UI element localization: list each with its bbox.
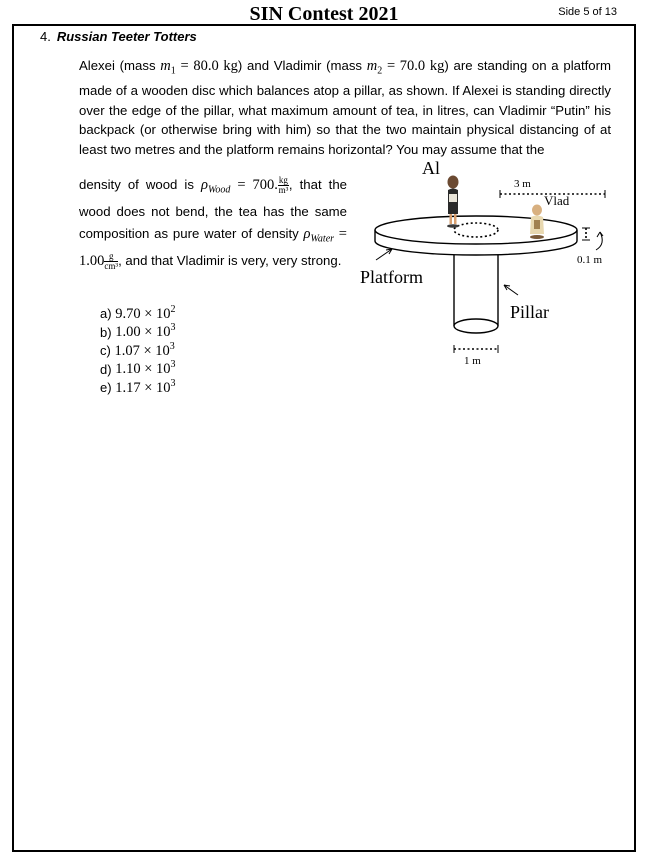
question-text-top bbox=[79, 56, 611, 160]
option-mantissa: 1.10 × 10 bbox=[115, 361, 171, 378]
mass-symbol: m bbox=[366, 58, 378, 74]
mass-subscript: 1 bbox=[170, 65, 176, 77]
pillar-width-label: 1 m bbox=[464, 355, 481, 367]
option-label: a) bbox=[100, 305, 112, 321]
text-run: ) and Vladimir (mass bbox=[237, 58, 367, 73]
al-label: Al bbox=[422, 158, 440, 178]
rho-symbol: ρ bbox=[303, 225, 311, 242]
question-heading bbox=[40, 29, 197, 44]
answer-options bbox=[100, 301, 176, 394]
option-mantissa: 1.17 × 10 bbox=[115, 379, 171, 396]
wood-density-unit bbox=[278, 176, 289, 195]
mass-symbol: m bbox=[160, 58, 171, 74]
pillar-label: Pillar bbox=[510, 302, 549, 322]
text-run: ) are standing on a platform made of a wooden disc which balances atop a pillar, as shown. If Alexei is standing directly over the edge of the pillar, what maximum amount of tea, in litres, can Vladimir “Putin” his backpack (or otherwise bring with him) so that the two maintain physical distancing of at least two metres and the platform remains horizontal? You may assume that the bbox=[79, 58, 611, 158]
option-label: b) bbox=[100, 324, 112, 340]
water-density-value: = 1.00 bbox=[79, 225, 347, 269]
text-run: density of wood is bbox=[79, 177, 201, 192]
unit-numerator: kg bbox=[278, 175, 288, 186]
distance-label: 3 m bbox=[514, 178, 531, 190]
option-label: c) bbox=[100, 342, 111, 358]
option-d[interactable] bbox=[100, 357, 176, 376]
option-mantissa: 1.07 × 10 bbox=[114, 342, 170, 359]
unit-numerator: g bbox=[104, 252, 118, 262]
vlad-label: Vlad bbox=[544, 193, 570, 208]
page-indicator: Side 5 of 13 bbox=[558, 6, 617, 18]
option-c[interactable] bbox=[100, 338, 176, 357]
mass-value: = 80.0 kg bbox=[175, 58, 238, 74]
option-mantissa: 9.70 × 10 bbox=[115, 305, 171, 322]
option-b[interactable] bbox=[100, 320, 176, 339]
water-subscript: Water bbox=[310, 233, 335, 245]
option-a[interactable] bbox=[100, 301, 176, 320]
option-exponent: 3 bbox=[170, 359, 176, 371]
option-label: e) bbox=[100, 379, 112, 395]
question-number: 4. bbox=[40, 29, 51, 44]
mass-value: = 70.0 kg bbox=[382, 58, 445, 74]
contest-title: SIN Contest 2021 bbox=[249, 3, 399, 25]
platform-label: Platform bbox=[360, 267, 423, 287]
pillar-arrow bbox=[504, 285, 518, 295]
option-exponent: 3 bbox=[170, 322, 176, 334]
unit-denominator: m³ bbox=[278, 185, 289, 196]
option-e[interactable] bbox=[100, 375, 176, 394]
wood-density-value: = 700. bbox=[230, 177, 278, 193]
vlad-figure bbox=[530, 205, 544, 240]
mass-subscript: 2 bbox=[377, 65, 383, 77]
question-title: Russian Teeter Totters bbox=[56, 29, 197, 44]
option-mantissa: 1.00 × 10 bbox=[115, 324, 171, 341]
text-run: Alexei (mass bbox=[79, 58, 161, 73]
option-label: d) bbox=[100, 361, 112, 377]
option-exponent: 3 bbox=[169, 341, 175, 352]
text-run: , that the wood does not bend, the tea has the same composition as pure water of density bbox=[79, 177, 347, 241]
rho-symbol: ρ bbox=[200, 177, 208, 193]
question-text-side bbox=[79, 174, 347, 272]
thickness-label: 0.1 m bbox=[577, 254, 603, 266]
platform-arrow bbox=[376, 249, 392, 260]
pillar-width-dimension bbox=[454, 345, 498, 353]
water-density-unit bbox=[104, 252, 118, 271]
thickness-dimension bbox=[582, 228, 603, 250]
platform-disc bbox=[375, 216, 577, 255]
unit-denominator: cm³ bbox=[104, 260, 119, 271]
text-run: , and that Vladimir is very, very strong. bbox=[118, 252, 342, 268]
wood-subscript: Wood bbox=[207, 184, 231, 196]
option-exponent: 2 bbox=[170, 304, 176, 315]
platform-diagram bbox=[352, 150, 628, 372]
option-exponent: 3 bbox=[170, 378, 176, 389]
